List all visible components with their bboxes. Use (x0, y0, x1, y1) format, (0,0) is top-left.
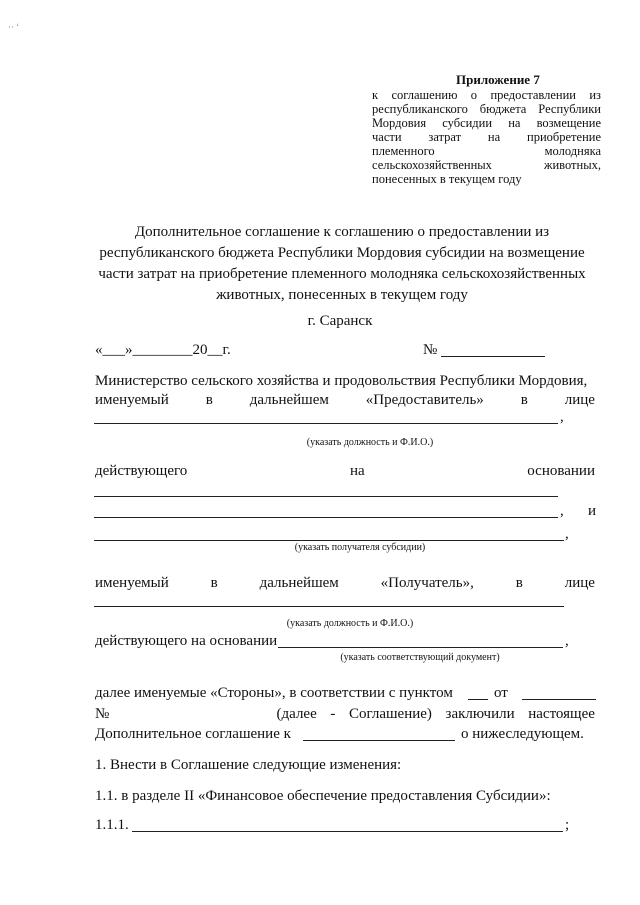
item-1: 1. Внести в Соглашение следующие изменения: (95, 757, 402, 773)
parties-line-3-end: о нижеследующем. (461, 726, 584, 742)
item-1-1-1: 1.1.1. (95, 817, 129, 833)
hint-position-fio-2: (указать должность и Ф.И.О.) (286, 618, 414, 629)
number-field (441, 356, 545, 357)
word: - (330, 706, 336, 722)
number-sign: № (423, 342, 438, 358)
blank-line (132, 831, 563, 832)
hint-recipient: (указать получателя субсидии) (294, 542, 426, 553)
scan-mark: ·· ‘ (8, 22, 20, 32)
appendix-text (372, 88, 601, 186)
recipient-line (95, 575, 595, 592)
hint-position-fio: (указать должность и Ф.И.О.) (306, 437, 434, 448)
word: Соглашение) (348, 706, 432, 722)
blank-line (278, 647, 563, 648)
comma: , (565, 526, 569, 542)
appendix-line: республиканского бюджета Республики (372, 102, 601, 116)
word: «Получатель», (380, 575, 474, 591)
word: настоящее (528, 706, 595, 722)
word: лице (564, 392, 595, 408)
parties-line-3-start: Дополнительное соглашение к (95, 726, 291, 742)
document-title (78, 222, 606, 306)
blank-line (94, 606, 564, 607)
blank-line (94, 423, 558, 424)
word: основании (527, 463, 595, 479)
word: именуемый (95, 392, 169, 408)
appendix-line: племенного молодняка (372, 144, 601, 158)
word: на (349, 463, 365, 479)
blank-line (303, 740, 455, 741)
blank-line (94, 496, 558, 497)
semicolon: ; (565, 817, 570, 833)
parties-line-2 (95, 706, 595, 723)
blank-line (94, 540, 564, 541)
word: заключили (445, 706, 515, 722)
spacer (123, 706, 263, 723)
word: в (515, 575, 523, 591)
word: действующего (95, 463, 188, 479)
comma: , (560, 409, 564, 425)
ministry-line: Министерство сельского хозяйства и продовольствия Республики Мордовия, (95, 373, 588, 389)
giver-line (95, 392, 595, 409)
word: лице (564, 575, 595, 591)
comma: , (565, 633, 569, 649)
comma: , (560, 503, 564, 519)
word: в (205, 392, 213, 408)
parties-text: далее именуемые «Стороны», в соответствии с пунктом (95, 685, 453, 701)
appendix-title: Приложение 7 (456, 72, 540, 87)
appendix-line: к соглашению о предоставлении из (372, 88, 601, 102)
document-title-line: части затрат на приобретение племенного молодняка сельскохозяйственных (98, 266, 586, 282)
word: именуемый (95, 575, 169, 591)
word: дальнейшем (259, 575, 339, 591)
word: дальнейшем (249, 392, 329, 408)
appendix-line: понесенных в текущем году (372, 172, 522, 186)
appendix-line: Мордовия субсидии на возмещение (372, 116, 601, 130)
hint-document: (указать соответствующий документ) (340, 652, 500, 663)
from-word: от (494, 685, 508, 701)
blank-line (468, 699, 488, 700)
blank-line (94, 517, 558, 518)
acting-basis-line (95, 463, 595, 480)
item-1-1: 1.1. в разделе II «Финансовое обеспечение предоставления Субсидии»: (95, 788, 551, 804)
acting-on-basis: действующего на основании (95, 633, 278, 649)
document-title-line: Дополнительное соглашение к соглашению о предоставлении из (134, 224, 550, 240)
document-title-line: республиканского бюджета Республики Мордовия субсидии на возмещение (99, 245, 585, 261)
word: в (210, 575, 218, 591)
document-title-line: животных, понесенных в текущем году (216, 287, 468, 303)
word: «Предоставитель» (365, 392, 484, 408)
city: г. Саранск (307, 313, 373, 329)
appendix-line: сельскохозяйственных животных, (372, 158, 601, 172)
word: (далее (276, 706, 317, 722)
blank-line (522, 699, 596, 700)
word: № (95, 706, 110, 722)
appendix-line: части затрат на приобретение (372, 130, 601, 144)
word: в (520, 392, 528, 408)
and-word: и (588, 503, 597, 519)
date-field: «___»________20__г. (95, 342, 231, 358)
